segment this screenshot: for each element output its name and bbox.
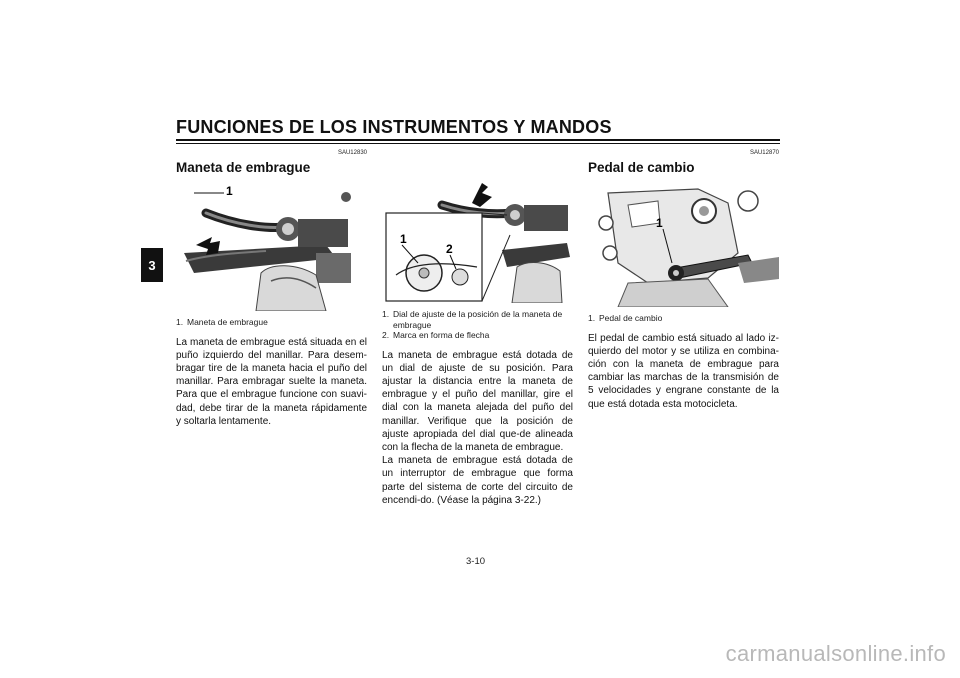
section-title: Pedal de cambio bbox=[588, 160, 695, 175]
caption-text: Maneta de embrague bbox=[187, 317, 268, 327]
paragraph: La maneta de embrague está situada en el puño izquierdo del manillar. Para desem-bragar tire de la maneta hacia el puño del manillar. Para embragar suelte la maneta. Para que el embrague funcione con suavi-dad, debe tirar de la maneta rápidamente y soltarla lentamente. bbox=[176, 336, 367, 427]
figure-caption bbox=[382, 309, 573, 341]
figure-caption bbox=[588, 313, 779, 324]
caption-number: 1. bbox=[382, 309, 390, 319]
figure-adjust-dial bbox=[382, 175, 573, 303]
figure-shift-pedal bbox=[588, 183, 779, 307]
watermark: carmanualsonline.info bbox=[725, 641, 946, 666]
body-text bbox=[588, 332, 779, 411]
caption-text: Pedal de cambio bbox=[599, 313, 663, 323]
caption-number: 1. bbox=[588, 313, 596, 323]
paragraph: El pedal de cambio está situado al lado iz-quierdo del motor y se utiliza en combina-ción con la maneta de embrague para cambiar las marchas de la transmisión de 5 velocidades y engrane constante de la que está dotada esta motocicleta. bbox=[588, 332, 779, 410]
callout-1: 1 bbox=[656, 216, 663, 230]
section-code: SAU12830 bbox=[337, 150, 367, 156]
page-number: 3-10 bbox=[466, 556, 486, 567]
caption-text: Dial de ajuste de la posición de la maneta de embrague bbox=[393, 309, 563, 330]
column-clutch-lever bbox=[176, 150, 367, 428]
caption-number: 1. bbox=[176, 317, 184, 327]
chapter-tab: 3 bbox=[141, 248, 163, 282]
section-code: SAU12870 bbox=[749, 150, 779, 156]
paragraph: La maneta de embrague está dotada de un dial de ajuste de su posición. Para ajustar la distancia entre la maneta de embrague y el puño del manillar, gire el dial con la maneta alejada del puño del manillar. Verifique que la posición de ajuste apropiada del dial que-de alineada con la flecha de la maneta de embrague. bbox=[382, 349, 573, 453]
figure-caption bbox=[176, 317, 367, 328]
callout-1: 1 bbox=[226, 184, 233, 198]
caption-number: 2. bbox=[382, 330, 390, 340]
paragraph: La maneta de embrague está dotada de un interruptor de embrague que forma parte del sistema de corte del circuito de encendi-do. (Véase la página 3-22.) bbox=[382, 455, 573, 506]
page-title: FUNCIONES DE LOS INSTRUMENTOS Y MANDOS bbox=[176, 117, 612, 137]
callout-1: 1 bbox=[400, 232, 407, 246]
caption-text: Marca en forma de flecha bbox=[393, 330, 490, 340]
callout-2: 2 bbox=[446, 242, 453, 256]
body-text bbox=[382, 349, 573, 507]
section-code bbox=[382, 150, 573, 159]
column-clutch-adjust bbox=[382, 150, 573, 507]
body-text bbox=[176, 336, 367, 428]
header-rule bbox=[176, 139, 780, 141]
column-shift-pedal bbox=[588, 150, 779, 411]
figure-clutch-lever bbox=[176, 183, 367, 311]
header-rule-thin bbox=[176, 143, 780, 144]
section-title: Maneta de embrague bbox=[176, 160, 311, 175]
